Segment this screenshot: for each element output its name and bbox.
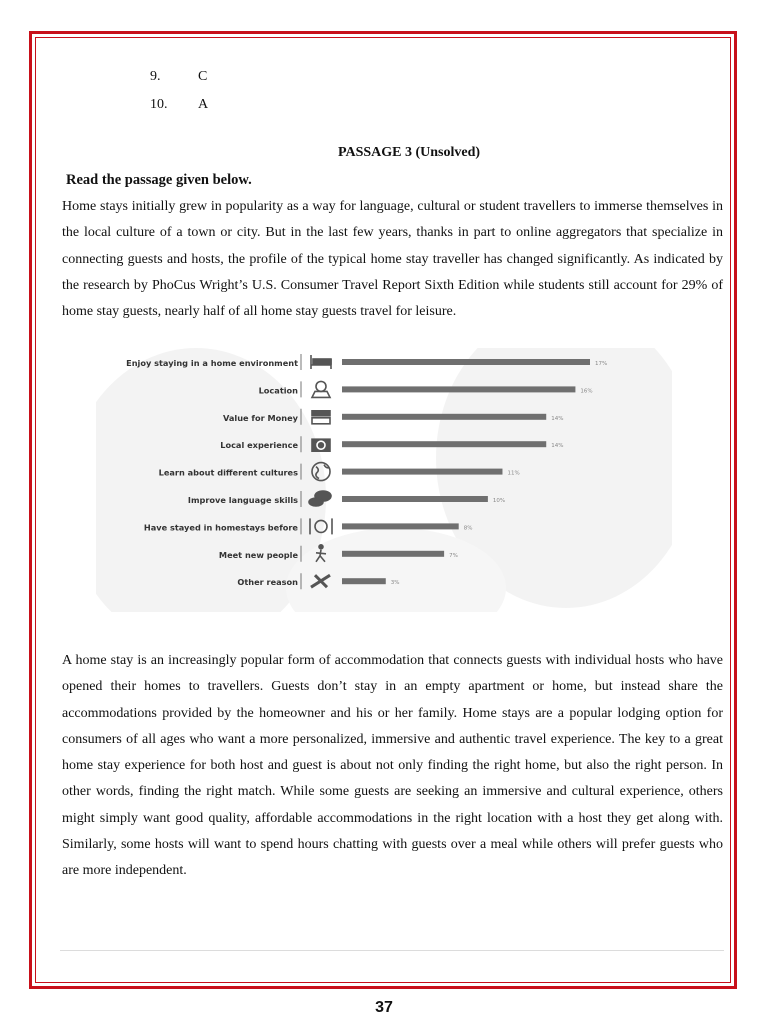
- value-label: 7%: [449, 552, 458, 559]
- bar: [342, 414, 546, 420]
- category-label: Have stayed in homestays before: [143, 522, 298, 533]
- bar: [342, 441, 546, 447]
- page-number: 37: [375, 999, 393, 1016]
- value-label: 16%: [580, 388, 593, 395]
- value-label: 10%: [492, 498, 506, 504]
- answer-item: [150, 63, 208, 91]
- answer-list: [150, 63, 208, 119]
- category-label: Other reason: [237, 577, 298, 588]
- answer-letter: C: [198, 69, 208, 84]
- bar: [342, 359, 590, 365]
- value-label: 8%: [463, 525, 473, 532]
- bar: [342, 469, 502, 475]
- bar: [342, 551, 444, 557]
- value-label: 14%: [551, 415, 564, 422]
- bar: [342, 523, 459, 529]
- footer-divider: [60, 950, 724, 951]
- value-label: 3%: [390, 580, 400, 587]
- map-pin-icon: [312, 381, 330, 397]
- camera-icon: [312, 439, 330, 451]
- category-label: Local experience: [220, 440, 298, 451]
- value-label: 14%: [551, 443, 564, 450]
- answer-number: 10.: [150, 97, 168, 112]
- bar: [342, 496, 488, 502]
- instruction-heading: Read the passage given below.: [66, 172, 252, 188]
- value-label: 17%: [595, 361, 608, 367]
- value-label: 11%: [507, 470, 520, 477]
- category-label: Improve language skills: [187, 495, 298, 505]
- bar: [342, 578, 386, 584]
- answer-number: 9.: [150, 69, 161, 84]
- category-label: Value for Money: [222, 412, 298, 423]
- passage-paragraph-1: Home stays initially grew in popularity as a way for language, cultural or student travellers to immerse themselves in the local culture of a town or city. But in the last few years, thanks in part to online aggregators that specialize in connecting guests and hosts, the profile of the typical home stay traveller has changed significantly. As indicated by the research by PhoCus Wright’s U.S. Consumer Travel Report Sixth Edition while students still account for 29% of home stay guests, nearly half of all home stay guests travel for leisure.: [62, 199, 723, 320]
- category-label: Enjoy staying in a home environment: [126, 358, 298, 368]
- category-label: Location: [258, 385, 298, 396]
- category-label: Learn about different cultures: [158, 467, 298, 478]
- money-icon: [312, 411, 330, 424]
- passage-title: PASSAGE 3 (Unsolved): [337, 145, 481, 160]
- answer-letter: A: [198, 97, 209, 112]
- bed-icon: [311, 355, 331, 369]
- chart-svg: [96, 348, 672, 612]
- passage-paragraph-2: A home stay is an increasingly popular form of accommodation that connects guests with individual hosts who have opened their homes to travellers. Guests don’t stay in an empty apartment or home, but instead share the accommodations provided by the homeowner and his or her family. Home stays are a popular lodging option for consumers of all ages who want a more personalized, immersive and authentic travel experience. The key to a great home stay experience for both host and guest is about not only finding the right home, but also the right person. In other words, finding the right match. While some guests are seeking an immersive and cultural experience, others might simply want good quality, affordable accommodations in the right location with a host they get along with. Similarly, some hosts will want to spend hours chatting with guests over a meal while others will prefer guests who are more independent.: [62, 653, 723, 879]
- answer-item: [150, 91, 208, 119]
- reasons-bar-chart: [96, 348, 672, 612]
- bar: [342, 386, 575, 392]
- category-label: Meet new people: [218, 549, 298, 560]
